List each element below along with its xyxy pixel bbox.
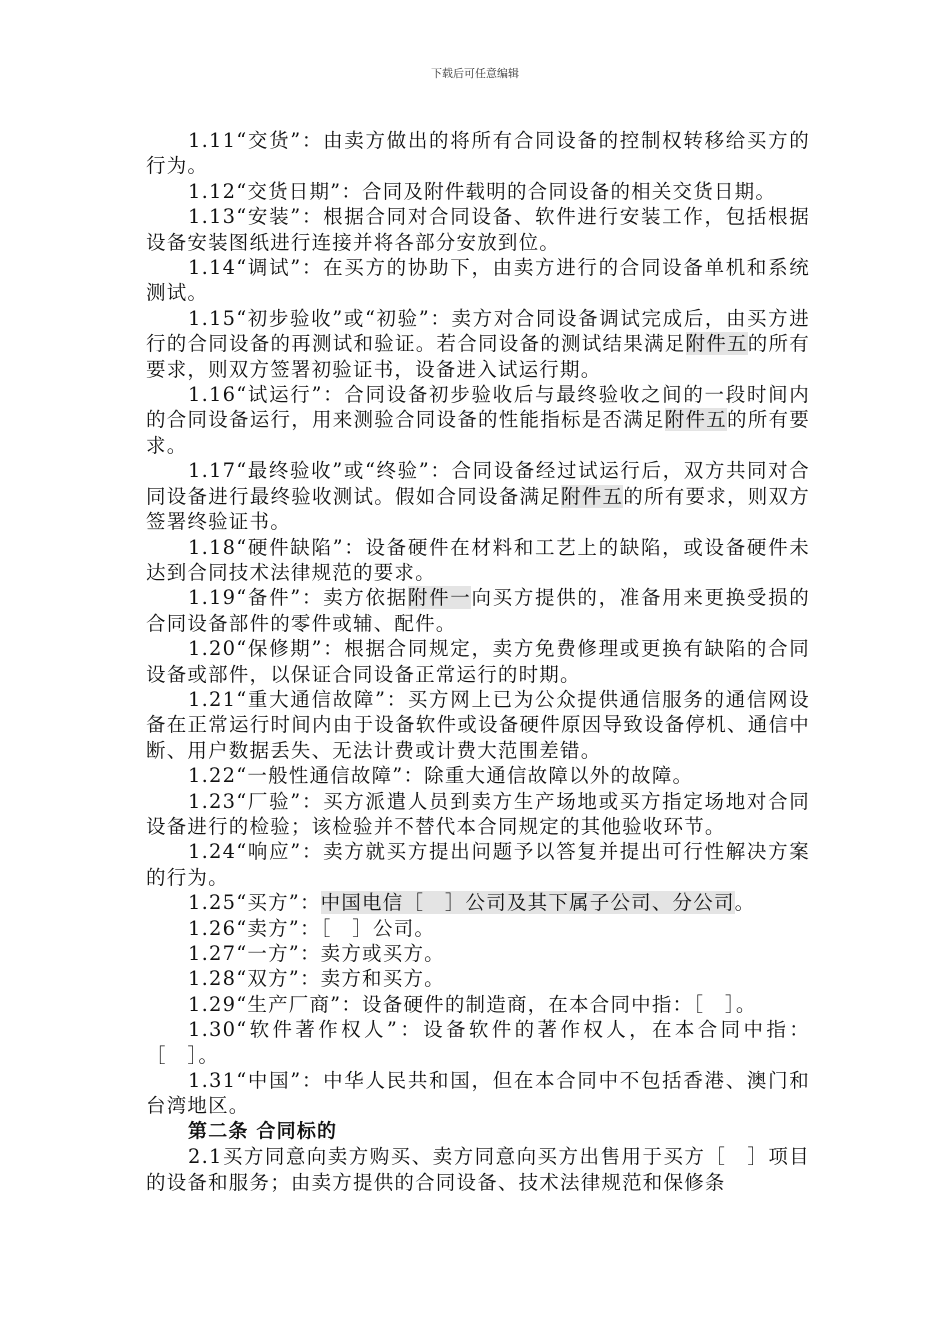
clause-text: 1.14“调试”：在买方的协助下，由卖方进行的合同设备单机和系统测试。 (146, 256, 810, 305)
clause-text: 1.16“试运行”：合同设备初步验收后与最终验收之间的一段时间内的合同设备运行，用来测验合同设备的性能指标是否满足 (146, 383, 810, 432)
clause-1-22 (146, 763, 810, 788)
clause-1-14 (146, 255, 810, 306)
clause-1-17 (146, 458, 810, 534)
clause-1-20 (146, 636, 810, 687)
highlighted-reference: 附件五 (685, 332, 748, 356)
clause-1-26 (146, 916, 810, 941)
clause-1-16 (146, 382, 810, 458)
clause-text: 1.30“软件著作权人”：设备软件的著作权人，在本合同中指：［ ］。 (146, 1018, 810, 1067)
clause-text: 1.19“备件”：卖方依据 (188, 586, 408, 610)
clause-text: 1.26“卖方”：［ ］公司。 (188, 916, 436, 940)
clause-1-21 (146, 687, 810, 763)
clause-text: 1.18“硬件缺陷”：设备硬件在材料和工艺上的缺陷，或设备硬件未达到合同技术法律规范的要求。 (146, 535, 810, 584)
clause-text: 。 (734, 891, 756, 915)
clause-1-13 (146, 204, 810, 255)
clause-1-11 (146, 128, 810, 179)
clause-text: 1.24“响应”：卖方就买方提出问题予以答复并提出可行性解决方案的行为。 (146, 840, 810, 889)
clause-text: 1.23“厂验”：买方派遣人员到卖方生产场地或买方指定场地对合同设备进行的检验；该检验并不替代本合同规定的其他验收环节。 (146, 789, 810, 838)
highlighted-reference: 附件五 (561, 484, 624, 508)
clause-1-27 (146, 941, 810, 966)
clause-text: 1.22“一般性通信故障”：除重大通信故障以外的故障。 (188, 764, 694, 788)
highlighted-reference: 附件一 (407, 586, 472, 610)
clause-text: 1.13“安装”：根据合同对合同设备、软件进行安装工作，包括根据设备安装图纸进行连接并将各部分安放到位。 (146, 205, 810, 254)
clause-1-19 (146, 585, 810, 636)
clause-text: 的所有要求，则双方签署初验证书，设备进入试运行期。 (146, 332, 810, 381)
clause-text: 1.31“中国”：中华人民共和国，但在本合同中不包括香港、澳门和台湾地区。 (146, 1069, 810, 1118)
page-header: 下载后可任意编辑 (431, 67, 519, 80)
clause-text: 1.20“保修期”：根据合同规定，卖方免费修理或更换有缺陷的合同设备或部件，以保证合同设备正常运行的时期。 (146, 637, 810, 686)
clause-1-29 (146, 992, 810, 1017)
clause-text: 的所有要求。 (146, 408, 810, 457)
clause-text: 向买方提供的，准备用来更换受损的合同设备部件的零件或辅、配件。 (146, 586, 810, 635)
clause-text: 的所有要求，则双方签署终验证书。 (146, 484, 810, 534)
document-body (146, 128, 810, 1195)
clause-text: 1.15“初步验收”或“初验”：卖方对合同设备调试完成后，由买方进行的合同设备的再测试和验证。若合同设备的测试结果满足 (146, 306, 810, 356)
clause-text: 1.28“双方”：卖方和买方。 (188, 967, 445, 991)
clause-1-30 (146, 1017, 810, 1068)
clause-1-28 (146, 966, 810, 991)
clause-text: 1.17“最终验收”或“终验”：合同设备经过试运行后，双方共同对合同设备进行最终验收测试。假如合同设备满足 (146, 459, 810, 508)
clause-text: 1.11“交货”：由卖方做出的将所有合同设备的控制权转移给买方的行为。 (146, 129, 810, 178)
clause-1-23 (146, 789, 810, 840)
clause-text: 1.27“一方”：卖方或买方。 (188, 942, 445, 965)
clause-1-12 (146, 179, 810, 204)
clause-text: 1.12“交货日期”：合同及附件载明的合同设备的相关交货日期。 (188, 179, 777, 203)
clause-1-24 (146, 839, 810, 890)
highlighted-buyer-name: 中国电信［ ］公司及其下属子公司、分公司 (320, 891, 735, 915)
clause-text: 1.29“生产厂商”：设备硬件的制造商，在本合同中指：［ ］。 (188, 992, 757, 1016)
clause-text: 1.21“重大通信故障”：买方网上已为公众提供通信服务的通信网设备在正常运行时间内由于设备软件或设备硬件原因导致设备停机、通信中断、用户数据丢失、无法计费或计费大范围差错。 (146, 687, 810, 762)
clause-2-1: 2.1买方同意向卖方购买、卖方同意向买方出售用于买方［ ］项目的设备和服务；由卖方提供的合同设备、技术法律规范和保修条 (146, 1145, 810, 1194)
article-heading: 第二条 合同标的 (188, 1119, 338, 1142)
clause-1-25 (146, 890, 810, 915)
clause-1-18 (146, 535, 810, 586)
clause-1-31 (146, 1068, 810, 1119)
clause-1-15 (146, 306, 810, 382)
clause-text: 1.25“买方”： (188, 891, 321, 915)
highlighted-reference: 附件五 (664, 408, 728, 432)
